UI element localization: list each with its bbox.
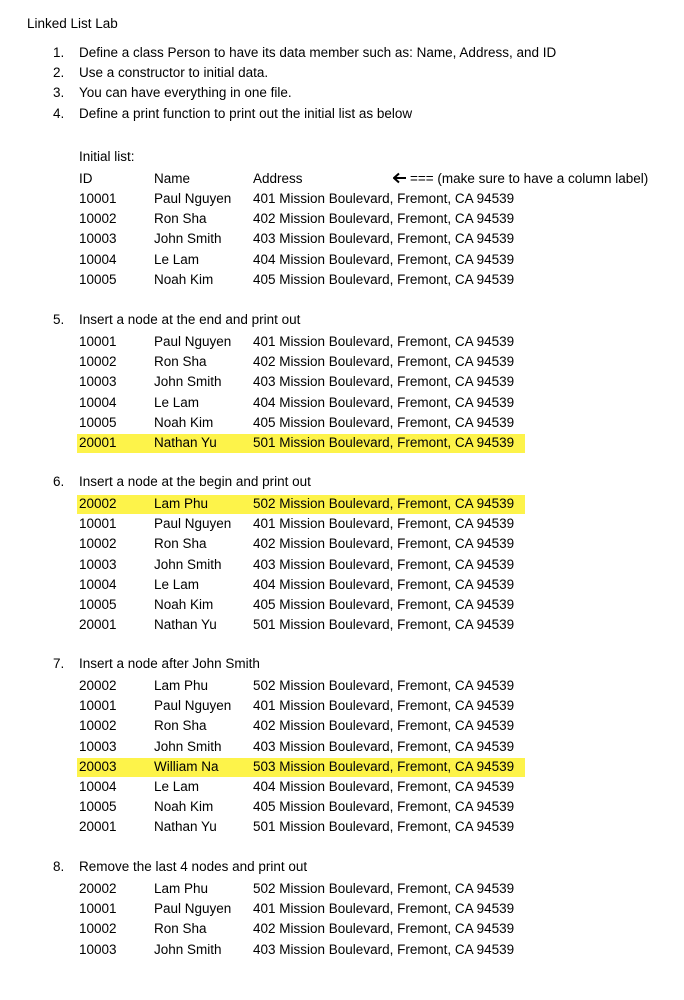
column-header-id: ID [79,171,93,186]
cell-name: John Smith [154,738,222,754]
cell-address: 502 Mission Boulevard, Fremont, CA 94539 [253,881,515,896]
cell-name: Nathan Yu [154,435,217,450]
cell-id: 10004 [79,779,117,794]
cell-address: 402 Mission Boulevard, Fremont, CA 94539 [253,921,515,937]
cell-name: Paul Nguyen [154,901,232,917]
table-row [79,229,679,249]
cell-address: 401 Mission Boulevard, Fremont, CA 94539 [253,191,515,206]
cell-id: 10002 [79,718,117,734]
instruction-number: 4. [53,105,65,121]
cell-id: 10002 [79,921,117,937]
cell-name: Nathan Yu [154,819,217,835]
cell-name: Lam Phu [154,496,209,511]
document-title: Linked List Lab [27,16,118,31]
cell-name: Paul Nguyen [154,191,232,206]
table-row [79,940,679,960]
table-row [79,777,679,797]
cell-name: Noah Kim [154,597,214,612]
cell-name: Ron Sha [154,211,207,227]
instruction-number: 2. [53,65,65,81]
table-row [79,393,679,413]
cell-name: Noah Kim [154,414,214,430]
cell-name: Paul Nguyen [154,698,232,714]
cell-id: 10002 [79,354,117,370]
cell-id: 10004 [79,251,117,267]
cell-address: 401 Mission Boulevard, Fremont, CA 94539 [253,901,515,917]
cell-id: 10005 [79,271,117,287]
cell-name: Noah Kim [154,799,214,815]
cell-address: 502 Mission Boulevard, Fremont, CA 94539 [253,496,515,511]
table-row-highlighted [79,494,679,514]
table-row-highlighted [79,433,679,453]
cell-name: Le Lam [154,576,200,592]
cell-address: 403 Mission Boulevard, Fremont, CA 94539 [253,556,515,572]
cell-address: 403 Mission Boulevard, Fremont, CA 94539 [253,941,515,957]
cell-address: 501 Mission Boulevard, Fremont, CA 94539 [253,819,515,835]
table-row [79,797,679,817]
cell-name: Ron Sha [154,718,207,734]
cell-name: Lam Phu [154,678,209,693]
cell-id: 10002 [79,536,117,552]
cell-name: Le Lam [154,394,200,410]
instruction-text: Define a print function to print out the initial list as below [79,105,413,121]
cell-name: Paul Nguyen [154,334,232,349]
cell-id: 20001 [79,819,117,835]
cell-id: 10003 [79,374,117,390]
table-row [79,696,679,716]
table-row [79,514,679,534]
cell-name: Lam Phu [154,881,209,896]
cell-id: 10003 [79,941,117,957]
step-number: 6. [53,474,65,489]
cell-address: 403 Mission Boulevard, Fremont, CA 94539 [253,374,515,390]
cell-id: 10003 [79,556,117,572]
cell-address: 402 Mission Boulevard, Fremont, CA 94539 [253,718,515,734]
cell-address: 404 Mission Boulevard, Fremont, CA 94539 [253,576,515,592]
step-number: 5. [53,312,65,327]
instruction-text: Define a class Person to have its data member such as: Name, Address, and ID [79,45,557,60]
cell-id: 10005 [79,799,117,815]
table-row [79,209,679,229]
table-row [79,879,679,899]
column-header-name: Name [154,171,191,186]
left-arrow-icon [393,172,407,184]
cell-address: 405 Mission Boulevard, Fremont, CA 94539 [253,799,515,815]
cell-address: 402 Mission Boulevard, Fremont, CA 94539 [253,536,515,552]
table-row [79,250,679,270]
cell-name: Paul Nguyen [154,516,232,532]
cell-name: John Smith [154,941,222,957]
cell-address: 503 Mission Boulevard, Fremont, CA 94539 [253,758,515,774]
cell-id: 10003 [79,231,117,247]
cell-id: 20003 [79,758,117,774]
table-row [79,737,679,757]
cell-address: 404 Mission Boulevard, Fremont, CA 94539 [253,779,515,794]
cell-id: 10004 [79,394,117,410]
table-row [79,817,679,837]
table-row [79,899,679,919]
cell-name: Ron Sha [154,354,207,370]
cell-name: Ron Sha [154,536,207,552]
cell-address: 402 Mission Boulevard, Fremont, CA 94539 [253,354,515,370]
cell-address: 402 Mission Boulevard, Fremont, CA 94539 [253,211,515,227]
cell-id: 10001 [79,698,117,714]
cell-id: 10001 [79,191,117,206]
cell-name: John Smith [154,231,222,247]
table-row [79,352,679,372]
table-row [79,372,679,392]
cell-id: 20001 [79,435,117,450]
cell-name: William Na [154,758,219,774]
cell-address: 403 Mission Boulevard, Fremont, CA 94539 [253,231,515,247]
cell-address: 401 Mission Boulevard, Fremont, CA 94539 [253,516,515,532]
table-row [79,332,679,352]
instruction-number: 1. [53,45,65,60]
step-heading: Insert a node after John Smith [79,656,260,671]
column-header-address: Address [253,171,303,186]
cell-name: Ron Sha [154,921,207,937]
table-row-highlighted [79,757,679,777]
cell-address: 501 Mission Boulevard, Fremont, CA 94539 [253,617,515,633]
cell-address: 405 Mission Boulevard, Fremont, CA 94539 [253,597,515,612]
step-heading: Insert a node at the begin and print out [79,474,311,489]
instruction-text: You can have everything in one file. [79,85,292,101]
step-heading: Insert a node at the end and print out [79,312,301,327]
step-heading: Remove the last 4 nodes and print out [79,859,308,874]
cell-address: 404 Mission Boulevard, Fremont, CA 94539 [253,251,515,267]
cell-id: 10001 [79,516,117,532]
initial-list-label: Initial list: [79,149,135,164]
cell-id: 10001 [79,334,117,349]
table-row [79,919,679,939]
cell-address: 403 Mission Boulevard, Fremont, CA 94539 [253,738,515,754]
cell-name: John Smith [154,556,222,572]
instruction-number: 3. [53,85,65,101]
cell-id: 10001 [79,901,117,917]
cell-id: 10005 [79,597,117,612]
cell-name: Le Lam [154,779,200,794]
table-row [79,555,679,575]
table-row [79,595,679,615]
step-number: 8. [53,859,65,874]
step-number: 7. [53,656,65,671]
cell-address: 405 Mission Boulevard, Fremont, CA 94539 [253,414,515,430]
cell-address: 401 Mission Boulevard, Fremont, CA 94539 [253,334,515,349]
cell-id: 10004 [79,576,117,592]
table-row [79,575,679,595]
table-row [79,189,679,209]
table-row [79,534,679,554]
column-label-note [393,169,648,189]
table-row [79,615,679,635]
cell-name: Le Lam [154,251,200,267]
cell-address: 404 Mission Boulevard, Fremont, CA 94539 [253,394,515,410]
table-row [79,716,679,736]
cell-name: Nathan Yu [154,617,217,633]
column-label-note-text: === (make sure to have a column label) [410,171,649,186]
cell-id: 10002 [79,211,117,227]
table-row [79,413,679,433]
cell-id: 20001 [79,617,117,633]
cell-address: 401 Mission Boulevard, Fremont, CA 94539 [253,698,515,714]
cell-id: 20002 [79,678,117,693]
cell-address: 405 Mission Boulevard, Fremont, CA 94539 [253,271,515,287]
instruction-text: Use a constructor to initial data. [79,65,269,81]
cell-name: John Smith [154,374,222,390]
table-row [79,270,679,290]
cell-id: 10003 [79,738,117,754]
table-row [79,676,679,696]
cell-address: 502 Mission Boulevard, Fremont, CA 94539 [253,678,515,693]
cell-id: 10005 [79,414,117,430]
cell-id: 20002 [79,496,117,511]
cell-id: 20002 [79,881,117,896]
cell-address: 501 Mission Boulevard, Fremont, CA 94539 [253,435,515,450]
column-header-row [79,169,679,189]
cell-name: Noah Kim [154,271,214,287]
